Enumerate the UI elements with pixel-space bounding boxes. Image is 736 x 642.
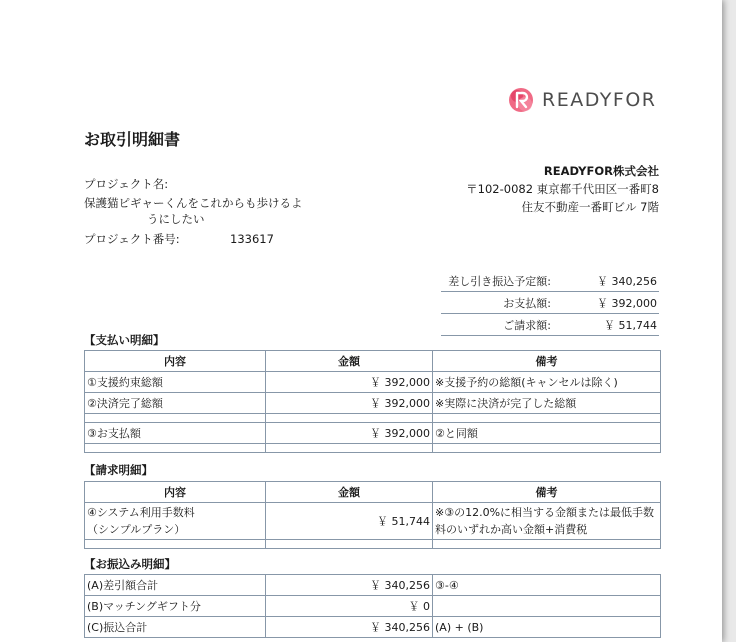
note-cell: ※③の12.0%に相当する金額または最低手数料のいずれか高い金額+消費税 bbox=[433, 503, 661, 540]
item-cell: ①支援約束総額 bbox=[85, 372, 266, 393]
summary-label: お支払額: bbox=[503, 296, 551, 310]
company-name: READYFOR株式会社 bbox=[543, 164, 659, 178]
payment-table bbox=[84, 350, 661, 453]
item-cell: ③お支払額 bbox=[85, 423, 266, 444]
note-cell: ②と同額 bbox=[433, 423, 661, 444]
item-line: ④システム利用手数料 bbox=[87, 506, 195, 519]
table-row bbox=[85, 372, 661, 393]
summary-label: ご請求額: bbox=[503, 318, 551, 332]
item-cell: (C)振込合計 bbox=[85, 617, 266, 638]
amount-cell: ￥ 392,000 bbox=[266, 423, 433, 444]
summary-row bbox=[441, 314, 659, 336]
table-row bbox=[85, 393, 661, 414]
logo-text: READYFOR bbox=[542, 89, 657, 111]
column-header: 内容 bbox=[85, 482, 266, 503]
readyfor-logo-icon bbox=[508, 87, 534, 113]
summary-box bbox=[441, 270, 659, 336]
column-header: 金額 bbox=[266, 351, 433, 372]
item-cell: (A)差引額合計 bbox=[85, 575, 266, 596]
column-header: 金額 bbox=[266, 482, 433, 503]
table-row bbox=[85, 423, 661, 444]
spacer-cell bbox=[266, 414, 433, 423]
transfer-section-heading: 【お振込み明細】 bbox=[84, 557, 176, 571]
spacer-cell bbox=[85, 414, 266, 423]
item-cell bbox=[85, 503, 266, 540]
amount-cell: ￥ 340,256 bbox=[266, 617, 433, 638]
table-row bbox=[85, 596, 661, 617]
spacer-cell bbox=[85, 444, 266, 453]
spacer-row bbox=[85, 444, 661, 453]
project-name-label: プロジェクト名: bbox=[84, 177, 169, 191]
company-address-line1: 〒102-0082 東京都千代田区一番町8 bbox=[466, 182, 659, 196]
summary-value: ￥ 340,256 bbox=[597, 274, 657, 288]
summary-value: ￥ 392,000 bbox=[597, 296, 657, 310]
billing-section-heading: 【請求明細】 bbox=[84, 463, 153, 477]
item-cell: (B)マッチングギフト分 bbox=[85, 596, 266, 617]
payment-section-heading: 【支払い明細】 bbox=[84, 333, 165, 347]
column-header: 備考 bbox=[433, 482, 661, 503]
table-header-row bbox=[85, 482, 661, 503]
table-row bbox=[85, 503, 661, 540]
spacer-row bbox=[85, 540, 661, 549]
project-number-value: 133617 bbox=[230, 232, 274, 246]
note-cell bbox=[433, 596, 661, 617]
amount-cell: ￥ 340,256 bbox=[266, 575, 433, 596]
spacer-cell bbox=[85, 540, 266, 549]
amount-cell: ￥ 392,000 bbox=[266, 393, 433, 414]
summary-row bbox=[441, 270, 659, 292]
table-row bbox=[85, 575, 661, 596]
column-header: 内容 bbox=[85, 351, 266, 372]
spacer-cell bbox=[266, 540, 433, 549]
spacer-row bbox=[85, 414, 661, 423]
spacer-cell bbox=[433, 540, 661, 549]
billing-table bbox=[84, 481, 661, 549]
column-header: 備考 bbox=[433, 351, 661, 372]
spacer-cell bbox=[433, 414, 661, 423]
summary-row bbox=[441, 292, 659, 314]
project-number-label: プロジェクト番号: bbox=[84, 232, 180, 246]
amount-cell: ￥ 51,744 bbox=[266, 503, 433, 540]
amount-cell: ￥ 392,000 bbox=[266, 372, 433, 393]
table-header-row bbox=[85, 351, 661, 372]
summary-label: 差し引き振込予定額: bbox=[448, 274, 551, 288]
note-cell: ③-④ bbox=[433, 575, 661, 596]
item-cell: ②決済完了総額 bbox=[85, 393, 266, 414]
amount-cell: ￥ 0 bbox=[266, 596, 433, 617]
summary-value: ￥ 51,744 bbox=[604, 318, 657, 332]
company-address-line2: 住友不動産一番町ビル 7階 bbox=[521, 200, 659, 214]
table-row bbox=[85, 617, 661, 638]
note-cell: ※実際に決済が完了した総額 bbox=[433, 393, 661, 414]
document-title: お取引明細書 bbox=[84, 130, 181, 149]
note-cell: ※支援予約の総額(キャンセルは除く) bbox=[433, 372, 661, 393]
project-name-line2: うにしたい bbox=[147, 212, 205, 226]
item-line: （シンプルプラン） bbox=[87, 523, 186, 536]
spacer-cell bbox=[433, 444, 661, 453]
spacer-cell bbox=[266, 444, 433, 453]
note-cell: (A) + (B) bbox=[433, 617, 661, 638]
transfer-table bbox=[84, 574, 661, 638]
project-name-line1: 保護猫ピギャーくんをこれからも歩けるよ bbox=[84, 196, 303, 210]
readyfor-logo bbox=[508, 86, 657, 114]
